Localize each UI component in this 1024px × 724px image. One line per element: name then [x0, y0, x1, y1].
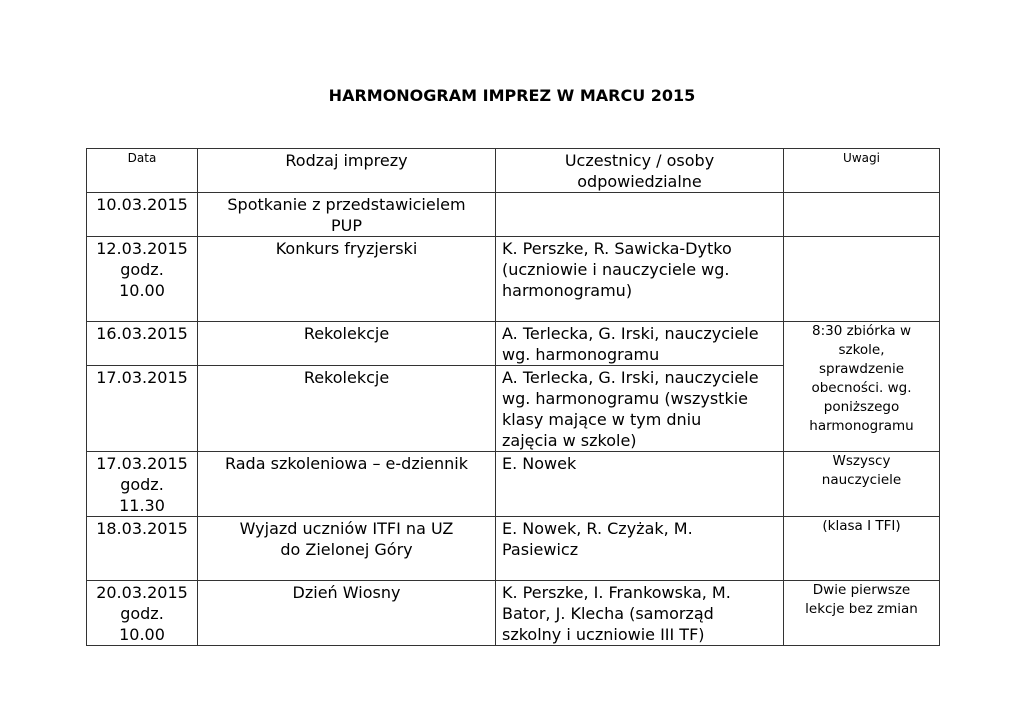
date-cell: 17.03.2015 — [87, 366, 198, 452]
table-row — [87, 237, 940, 322]
event-cell: Rekolekcje — [198, 322, 496, 366]
table-row — [87, 193, 940, 237]
event-cell: Konkurs fryzjerski — [198, 237, 496, 322]
header-participants: Uczestnicy / osoby odpowiedzialne — [496, 149, 784, 193]
header-date: Data — [87, 149, 198, 193]
participants-cell: A. Terlecka, G. Irski, nauczyciele wg. harmonogramu (wszystkie klasy mające w tym dniu zajęcia w szkole) — [496, 366, 784, 452]
table-row — [87, 517, 940, 581]
notes-cell — [784, 237, 940, 322]
date-cell: 18.03.2015 — [87, 517, 198, 581]
participants-cell — [496, 193, 784, 237]
schedule-table — [86, 148, 940, 646]
date-cell: 20.03.2015 godz. 10.00 — [87, 581, 198, 646]
event-cell: Rada szkoleniowa – e-dziennik — [198, 452, 496, 517]
participants-cell: E. Nowek, R. Czyżak, M. Pasiewicz — [496, 517, 784, 581]
event-cell: Dzień Wiosny — [198, 581, 496, 646]
date-cell: 10.03.2015 — [87, 193, 198, 237]
header-row — [87, 149, 940, 193]
notes-cell — [784, 193, 940, 237]
notes-cell: (klasa I TFI) — [784, 517, 940, 581]
header-event: Rodzaj imprezy — [198, 149, 496, 193]
date-cell: 16.03.2015 — [87, 322, 198, 366]
header-notes: Uwagi — [784, 149, 940, 193]
table-row — [87, 581, 940, 646]
notes-cell: Dwie pierwsze lekcje bez zmian — [784, 581, 940, 646]
participants-cell: E. Nowek — [496, 452, 784, 517]
page-title: HARMONOGRAM IMPREZ W MARCU 2015 — [328, 86, 696, 105]
participants-cell: A. Terlecka, G. Irski, nauczyciele wg. harmonogramu — [496, 322, 784, 366]
event-cell: Spotkanie z przedstawicielem PUP — [198, 193, 496, 237]
event-cell: Wyjazd uczniów ITFI na UZ do Zielonej Góry — [198, 517, 496, 581]
participants-cell: K. Perszke, I. Frankowska, M. Bator, J. Klecha (samorząd szkolny i uczniowie III TF) — [496, 581, 784, 646]
date-cell: 12.03.2015 godz. 10.00 — [87, 237, 198, 322]
notes-cell: Wszyscy nauczyciele — [784, 452, 940, 517]
table-row — [87, 322, 940, 366]
table-row — [87, 452, 940, 517]
event-cell: Rekolekcje — [198, 366, 496, 452]
notes-cell-merged: 8:30 zbiórka w szkole, sprawdzenie obecności. wg. poniższego harmonogramu — [784, 322, 940, 452]
date-cell: 17.03.2015 godz. 11.30 — [87, 452, 198, 517]
participants-cell: K. Perszke, R. Sawicka-Dytko (uczniowie i nauczyciele wg. harmonogramu) — [496, 237, 784, 322]
